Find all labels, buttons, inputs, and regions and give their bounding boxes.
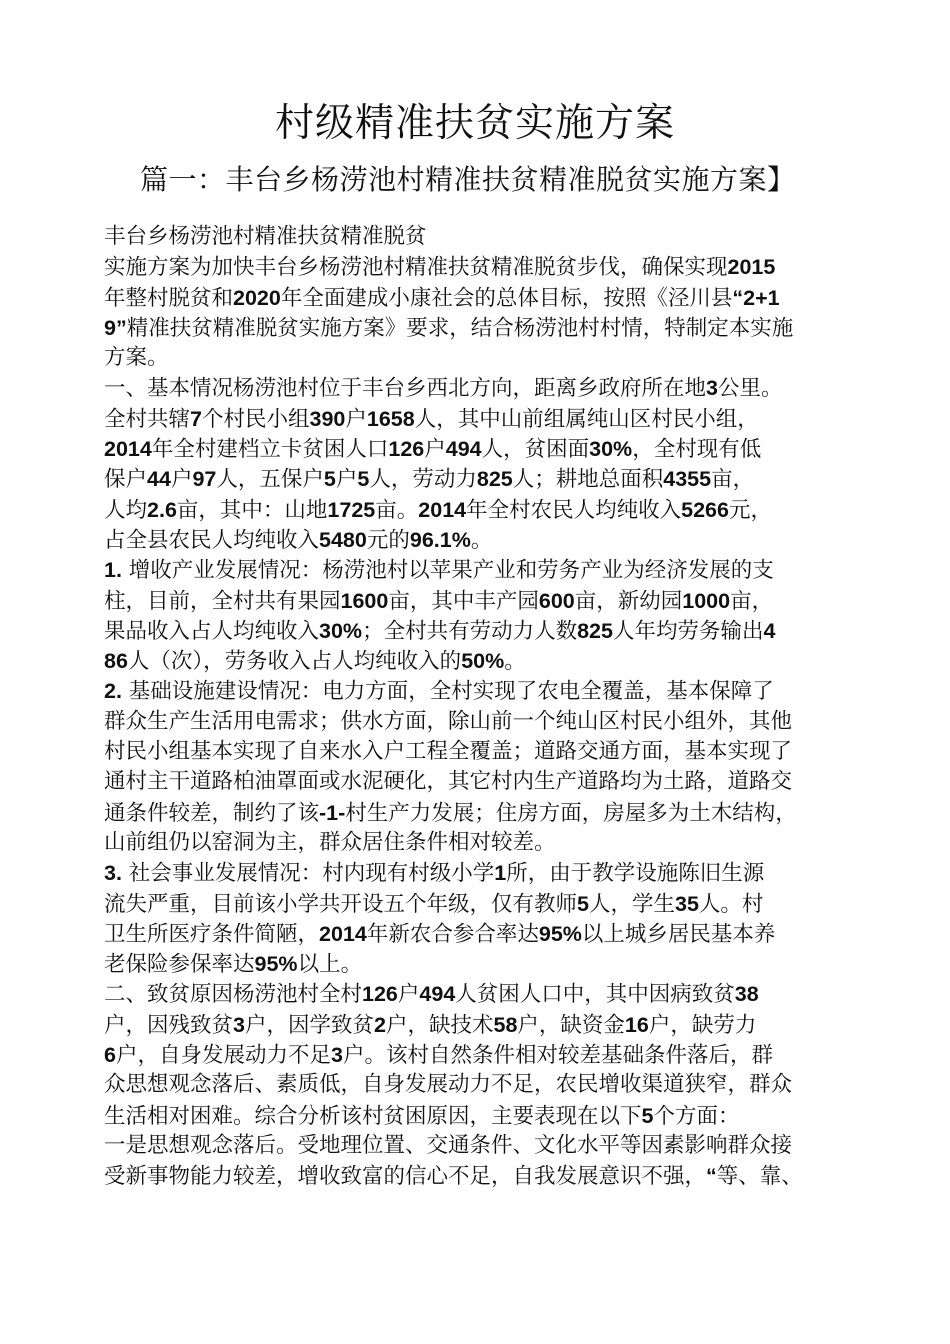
body-line: 一是思想观念落后。受地理位置、交通条件、文化水平等因素影响群众接 [104, 1132, 793, 1158]
body-line: 一、基本情况杨涝池村位于丰台乡西北方向，距离乡政府所在地3公里。 [104, 376, 783, 402]
body-line: 实施方案为加快丰台乡杨涝池村精准扶贫精准脱贫步伐，确保实现2015 [104, 255, 776, 281]
body-line: 人均2.6亩，其中：山地1725亩。2014年全村农民人均纯收入5266元， [104, 497, 772, 523]
body-line: 群众生产生活用电需求；供水方面，除山前一个纯山区村民小组外，其他 [104, 708, 793, 734]
body-line: 86人（次），劳务收入占人均纯收入的50%。 [104, 649, 526, 675]
body-line: 年整村脱贫和2020年全面建成小康社会的总体目标，按照《泾川县“2+1 [104, 285, 780, 311]
body-line: 丰台乡杨涝池村精准扶贫精准脱贫 [104, 224, 427, 249]
body-line: 2. 基础设施建设情况：电力方面，全村实现了农电全覆盖，基本保障了 [104, 679, 774, 705]
body-line: 村民小组基本实现了自来水入户工程全覆盖；道路交通方面，基本实现了 [104, 739, 793, 765]
body-line: 9”精准扶贫精准脱贫实施方案》要求，结合杨涝池村村情，特制定本实施 [104, 315, 794, 341]
body-line: 生活相对困难。综合分析该村贫困原因，主要表现在以下5个方面： [104, 1103, 740, 1129]
body-line: 受新事物能力较差，增收致富的信心不足，自我发展意识不强，“等、靠、 [104, 1164, 803, 1190]
body-line: 方案。 [104, 345, 169, 371]
body-line: 通条件较差，制约了该-1-村生产力发展；住房方面，房屋多为土木结构， [104, 800, 797, 826]
body-line: 众思想观念落后、素质低，自身发展动力不足，农民增收渠道狭窄，群众 [104, 1072, 793, 1098]
document-title: 村级精准扶贫实施方案 [274, 101, 675, 146]
body-line: 山前组仍以窑洞为主，群众居住条件相对较差。 [104, 829, 556, 855]
body-line: 保户44户97人，五保户5户5人，劳动力825人；耕地总面积4355亩， [104, 467, 755, 493]
body-line: 6户，自身发展动力不足3户。该村自然条件相对较差基础条件落后，群 [104, 1043, 773, 1069]
body-line: 户，因残致贫3户，因学致贫2户，缺技术58户，缺资金16户，缺劳力 [104, 1012, 757, 1038]
body-line: 1. 增收产业发展情况：杨涝池村以苹果产业和劳务产业为经济发展的支 [104, 558, 774, 584]
document-subtitle: 篇一：丰台乡杨涝池村精准扶贫精准脱贫实施方案】 [140, 163, 796, 196]
document-body [104, 222, 864, 1192]
body-line: 二、致贫原因杨涝池村全村126户494人贫困人口中，其中因病致贫38 [104, 982, 759, 1008]
body-line: 果品收入占人均纯收入30%；全村共有劳动力人数825人年均劳务输出4 [104, 618, 776, 644]
body-line: 2014年全村建档立卡贫困人口126户494人，贫困面30%，全村现有低 [104, 437, 762, 463]
body-line: 老保险参保率达95%以上。 [104, 952, 363, 978]
body-line: 卫生所医疗条件简陋，2014年新农合参合率达95%以上城乡居民基本养 [104, 921, 776, 947]
body-line: 柱，目前，全村共有果园1600亩，其中丰产园600亩，新幼园1000亩， [104, 588, 774, 614]
body-line: 通村主干道路柏油罩面或水泥硬化，其它村内生产道路均为土路，道路交 [104, 769, 793, 795]
body-line: 流失严重，目前该小学共开设五个年级，仅有教师5人，学生35人。村 [104, 891, 764, 917]
body-line: 占全县农民人均纯收入5480元的96.1%。 [104, 527, 493, 553]
body-line: 全村共辖7个村民小组390户1658人，其中山前组属纯山区村民小组， [104, 406, 759, 432]
body-line: 3. 社会事业发展情况：村内现有村级小学1所，由于教学设施陈旧生源 [104, 861, 765, 887]
